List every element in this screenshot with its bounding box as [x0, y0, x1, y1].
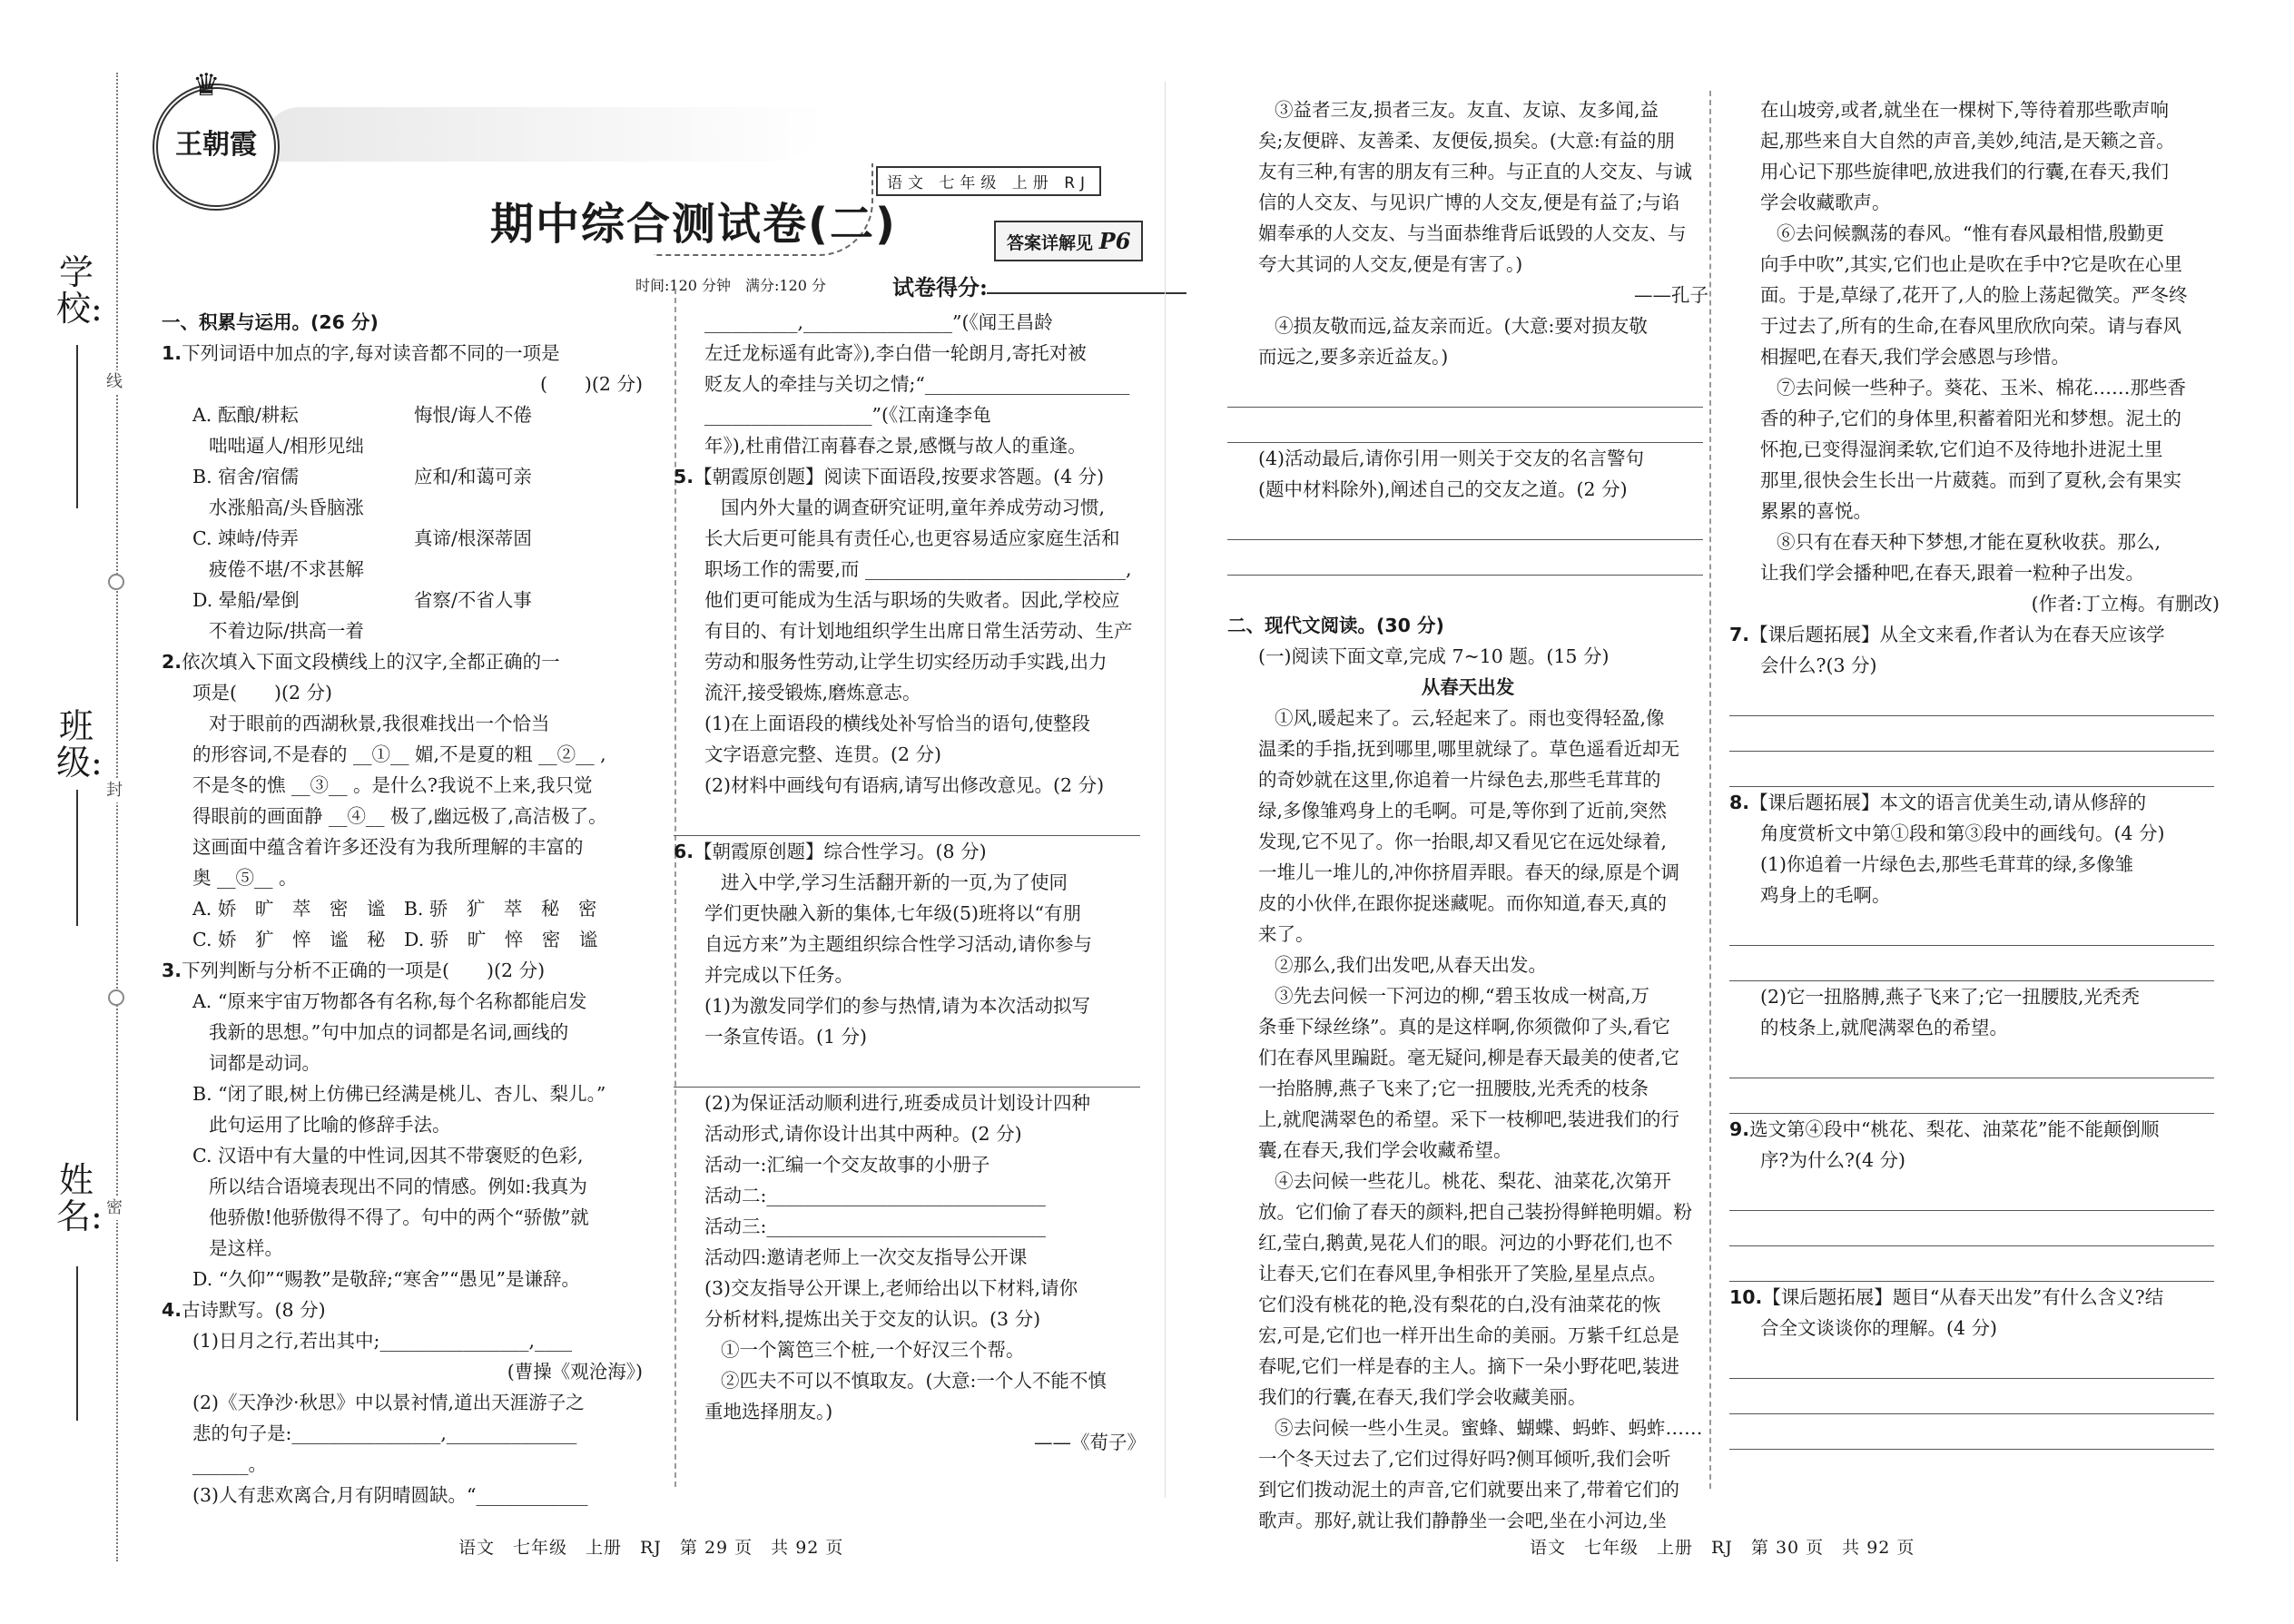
- binding-word-seal: 封: [103, 779, 126, 802]
- text-line: 来了。: [1258, 923, 1314, 945]
- answer-reference: [994, 221, 1143, 261]
- text-line: 他们更可能成为生活与职场的失败者。因此,学校应: [704, 589, 1120, 611]
- text-line: 文字语意完整、连贯。(2 分): [704, 743, 942, 765]
- question-stem: [162, 1294, 643, 1325]
- text-line: ⑧只有在春天种下梦想,才能在夏秋收获。那么,: [1777, 531, 2161, 553]
- page-title: 期中综合测试卷(二): [490, 199, 897, 250]
- score-label: 试卷得分:: [892, 274, 988, 300]
- text-line: 矣;友便辟、友善柔、友便佞,损矣。(大意:有益的朋: [1258, 130, 1675, 152]
- text-line: 条垂下绿丝绦”。真的是这样啊,你须微仰了头,看它: [1258, 1016, 1671, 1038]
- option-text: D. 晕船/晕倒: [192, 589, 300, 611]
- text-line: 咄咄逼人/相形见绌: [209, 435, 364, 457]
- text-line: 信的人交友、与见识广博的人交友,便是有益了;与谄: [1258, 192, 1680, 213]
- text-line: 活动一:汇编一个交友故事的小册子: [704, 1154, 990, 1176]
- text-line: 它们没有桃花的艳,没有梨花的白,没有油菜花的恢: [1258, 1294, 1661, 1315]
- answer-line[interactable]: [1729, 1343, 2214, 1379]
- text-line: 水涨船高/头昏脑涨: [209, 497, 364, 518]
- text-line: 怀抱,已变得湿润柔软,它们迫不及待地扑进泥土里: [1760, 438, 2163, 460]
- text-line: (2)材料中画线句有语病,请写出修改意见。(2 分): [704, 774, 1105, 796]
- text-line: B. “闭了眼,树上仿佛已经满是桃儿、杏儿、梨儿。”: [192, 1083, 606, 1105]
- text-line: 媚奉承的人交友、与当面恭维背后诋毁的人交友、与: [1258, 222, 1687, 244]
- answer-label: 答案详解见: [1007, 233, 1094, 253]
- question-number: 4.: [162, 1299, 182, 1321]
- question-text: 下列词语中加点的字,每对读音都不同的一项是: [182, 342, 560, 364]
- text-line: 那里,很快会生长出一片葳蕤。而到了夏秋,会有果实: [1760, 469, 2182, 491]
- text-line: 相握吧,在春天,我们学会感恩与珍惜。: [1760, 346, 2071, 368]
- text-line: (作者:丁立梅。有删改): [2031, 593, 2220, 615]
- text-line: __________,________________”(《闻王昌龄: [704, 311, 1053, 333]
- article-title: 从春天出发: [1421, 676, 1515, 698]
- text-line: 词都是动词。: [209, 1052, 320, 1074]
- school-field[interactable]: [76, 345, 78, 508]
- option-text: C. 竦峙/侍弄: [192, 527, 299, 549]
- text-line: 奥 __⑤__ 。: [192, 867, 298, 889]
- text-line: 学会收藏歌声。: [1760, 192, 1891, 213]
- text-line: 于过去了,所有的生命,在春风里欣欣向荣。请与春风: [1760, 315, 2182, 337]
- answer-line[interactable]: [1729, 1246, 2214, 1282]
- text-line: (2)为保证活动顺利进行,班委成员计划设计四种: [704, 1092, 1091, 1114]
- text-line: (2)它一扭胳膊,燕子飞来了;它一扭腰肢,光秃秃: [1760, 986, 2140, 1008]
- text-line: 一堆儿一堆儿的,冲你挤眉弄眼。春天的绿,原是个调: [1258, 861, 1680, 883]
- text-line: (1)你追着一片绿色去,那些毛茸茸的绿,多像雏: [1760, 853, 2134, 875]
- text-line: 活动三:______________________________: [704, 1216, 1046, 1237]
- question-text: 【课后题拓展】本文的语言优美生动,请从修辞的: [1749, 792, 2147, 813]
- text-line: 此句运用了比喻的修辞手法。: [209, 1114, 451, 1136]
- question-text: 【课后题拓展】从全文来看,作者认为在春天应该学: [1749, 624, 2165, 645]
- text-line: (题中材料除外),阐述自己的交友之道。(2 分): [1258, 478, 1628, 500]
- spacer: [1227, 576, 1708, 610]
- logo-text: 王朝霞: [175, 129, 257, 161]
- text-line: 让春天,它们在春风里,争相张开了笑脸,星星点点。: [1258, 1263, 1668, 1284]
- text-line: ③益者三友,损者三友。友直、友谅、友多闻,益: [1275, 99, 1659, 121]
- text-line: ( )(2 分): [539, 373, 643, 395]
- option-text: B. 宿舍/宿儒: [192, 466, 300, 487]
- text-line: 红,莹白,鹅黄,晃花人们的眼。河边的小野花们,也不: [1258, 1232, 1673, 1254]
- text-line: 绿,多像雏鸡身上的毛啊。可是,等你到了近前,突然: [1258, 800, 1668, 822]
- text-line: 用心记下那些旋律吧,放进我们的行囊,在春天,我们: [1760, 161, 2170, 182]
- question-stem: [1729, 1282, 2220, 1313]
- binding-dotted-line: [116, 73, 118, 1561]
- question-text: 古诗默写。(8 分): [182, 1299, 326, 1321]
- text-line: 长大后更可能具有责任心,也更容易适应家庭生活和: [704, 527, 1120, 549]
- question-text: 选文第④段中“桃花、梨花、油菜花”能不能颠倒顺: [1749, 1118, 2160, 1140]
- answer-line[interactable]: [1729, 946, 2214, 981]
- question-stem: [1729, 619, 2220, 650]
- text-line: 对于眼前的西湖秋景,我很难找出一个恰当: [209, 713, 550, 734]
- answer-line[interactable]: [1227, 372, 1703, 408]
- question-number: 10.: [1729, 1286, 1763, 1308]
- text-line: 这画面中蕴含着许多还没有为我所理解的丰富的: [192, 836, 584, 858]
- question-stem: [674, 461, 1146, 492]
- text-line: 的枝条上,就爬满翠色的希望。: [1760, 1017, 2009, 1038]
- text-line: 夸大其词的人交友,便是有害了。): [1258, 253, 1523, 275]
- text-line: D. “久仰”“赐教”是敬辞;“寒舍”“愚见”是谦辞。: [192, 1268, 580, 1290]
- option-text: 悔恨/诲人不倦: [414, 404, 532, 426]
- question-number: 9.: [1729, 1118, 1750, 1140]
- option-row: [162, 461, 643, 492]
- text-line: 一个冬天过去了,它们过得好吗?侧耳倾听,我们会听: [1258, 1448, 1671, 1470]
- text-line: (1)在上面语段的横线处补写恰当的语句,使整段: [704, 713, 1091, 734]
- text-line: 疲倦不堪/不求甚解: [209, 558, 364, 580]
- time-score-info: 时间:120 分钟 满分:120 分: [635, 277, 827, 294]
- section-heading: 二、现代文阅读。(30 分): [1227, 615, 1444, 636]
- text-line: (1)为激发同学们的参与热情,请为本次活动拟写: [704, 995, 1091, 1017]
- answer-page: P6: [1098, 228, 1131, 254]
- footer-right: 语文 七年级 上册 RJ 第 30 页 共 92 页: [1530, 1538, 1915, 1558]
- subject-grade-tag: 语文 七年级 上册 RJ: [876, 166, 1101, 196]
- section-heading: 一、积累与运用。(26 分): [162, 311, 379, 333]
- text-line: 合全文谈谈你的理解。(4 分): [1760, 1317, 1998, 1339]
- question-text: 依次填入下面文段横线上的汉字,全都正确的一: [182, 651, 560, 673]
- text-line: 得眼前的画面静 __④__ 极了,幽远极了,高洁极了。: [192, 805, 607, 827]
- answer-line[interactable]: [1729, 1176, 2214, 1211]
- question-stem: [674, 836, 1146, 867]
- option-row: [162, 399, 643, 430]
- answer-line[interactable]: [1227, 505, 1703, 540]
- text-line: 而远之,要多亲近益友。): [1258, 346, 1449, 368]
- question-text: 下列判断与分析不正确的一项是( )(2 分): [182, 960, 546, 981]
- question-number: 7.: [1729, 624, 1750, 645]
- text-line: 我们的行囊,在春天,我们学会收藏美丽。: [1258, 1386, 1587, 1408]
- text-line: 贬友人的牵挂与关切之情;“______________________: [704, 373, 1130, 395]
- question-number: 5.: [674, 466, 694, 487]
- text-line: 上,就爬满翠色的希望。采下一枝柳吧,装进我们的行: [1258, 1108, 1680, 1130]
- crown-icon: ♛: [192, 67, 221, 103]
- text-line: C. 汉语中有大量的中性词,因其不带褒贬的色彩,: [192, 1145, 584, 1166]
- text-line: (4)活动最后,请你引用一则关于交友的名言警句: [1258, 448, 1645, 469]
- text-line: (3)人有悲欢离合,月有阴晴圆缺。“____________: [192, 1484, 588, 1506]
- text-line: 让我们学会播种吧,在春天,跟着一粒种子出发。: [1760, 562, 2145, 584]
- text-line: 有目的、有计划地组织学生出席日常生活劳动、生产: [704, 620, 1133, 642]
- footer-left: 语文 七年级 上册 RJ 第 29 页 共 92 页: [458, 1538, 844, 1558]
- text-line: ④损友敬而远,益友亲而近。(大意:要对损友敬: [1275, 315, 1648, 337]
- text-line: ①一个篱笆三个桩,一个好汉三个帮。: [721, 1339, 1025, 1361]
- answer-line[interactable]: [1729, 752, 2214, 787]
- text-line: 活动形式,请你设计出其中两种。(2 分): [704, 1123, 1022, 1145]
- answer-line[interactable]: [1729, 910, 2214, 946]
- question-stem: [1729, 1114, 2220, 1145]
- text-line: ⑦去问候一些种子。葵花、玉米、棉花……那些香: [1777, 377, 2186, 399]
- text-line: ——《荀子》: [1034, 1432, 1146, 1453]
- text-line: 劳动和服务性劳动,让学生切实经历动手实践,出力: [704, 651, 1108, 673]
- question-text: 【课后题拓展】题目“从春天出发”有什么含义?结: [1762, 1286, 2164, 1308]
- binding-hole-icon: [108, 989, 124, 1006]
- option-row: [162, 585, 643, 615]
- school-label: 学校:: [56, 252, 103, 329]
- column-divider: [1709, 91, 1711, 1489]
- text-line: 春呢,它们一样是春的主人。摘下一朵小野花吧,装进: [1258, 1355, 1680, 1377]
- text-line: 我新的思想。”句中加点的词都是名词,画线的: [209, 1021, 569, 1043]
- text-line: ②那么,我们出发吧,从春天出发。: [1275, 954, 1548, 976]
- question-stem: [162, 338, 643, 369]
- text-line: (一)阅读下面文章,完成 7~10 题。(15 分): [1258, 645, 1610, 667]
- text-line: ——孔子: [1634, 284, 1708, 306]
- score-field[interactable]: [987, 292, 1186, 294]
- text-line: ⑥去问候飘荡的春风。“惟有春风最相惜,殷勤更: [1777, 222, 2164, 244]
- text-line: 鸡身上的毛啊。: [1760, 884, 1891, 906]
- question-number: 6.: [674, 841, 694, 862]
- text-line: 悲的句子是:________________,______________: [192, 1422, 577, 1444]
- text-line: 年》),杜甫借江南暮春之景,感慨与故人的重逢。: [704, 435, 1087, 457]
- name-field[interactable]: [76, 1266, 78, 1421]
- answer-line[interactable]: [1729, 1379, 2214, 1414]
- question-text: 【朝霞原创题】综合性学习。(8 分): [694, 841, 987, 862]
- question-number: 1.: [162, 342, 182, 364]
- text-line: (3)交友指导公开课上,老师给出以下材料,请你: [704, 1277, 1078, 1299]
- text-line: A. 娇 旷 萃 密 谧 B. 骄 犷 萃 秘 密: [192, 898, 597, 920]
- text-line: 国内外大量的调查研究证明,童年养成劳动习惯,: [721, 497, 1106, 518]
- text-line: 的奇妙就在这里,你追着一片绿色去,那些毛茸茸的: [1258, 769, 1661, 791]
- answer-line[interactable]: [1729, 716, 2214, 752]
- question-number: 8.: [1729, 792, 1750, 813]
- text-line: ④去问候一些花儿。桃花、梨花、油菜花,次第开: [1275, 1170, 1672, 1192]
- text-line: 并完成以下任务。: [704, 964, 853, 986]
- text-line: 是这样。: [209, 1237, 283, 1259]
- option-text: 省察/不省人事: [414, 589, 532, 611]
- binding-word-line: 线: [103, 370, 126, 394]
- answer-line[interactable]: [1729, 1043, 2214, 1078]
- answer-line[interactable]: [1729, 1078, 2214, 1114]
- text-line: 自远方来”为主题组织综合性学习活动,请你参与: [704, 933, 1092, 955]
- page-divider: [1165, 82, 1166, 1498]
- text-line: 项是( )(2 分): [192, 682, 333, 704]
- text-line: ③先去问候一下河边的柳,“碧玉妆成一树高,万: [1275, 985, 1650, 1007]
- text-line: 宏,可是,它们也一样开出生命的美丽。万紫千红总是: [1258, 1324, 1680, 1346]
- text-line: 发现,它不见了。你一抬眼,却又看见它在远处绿着,: [1258, 831, 1668, 852]
- text-line: 面。于是,草绿了,花开了,人的脸上荡起微笑。严冬终: [1760, 284, 2188, 306]
- question-stem: [1729, 787, 2220, 818]
- column-2: [674, 307, 1146, 1458]
- text-line: ⑤去问候一些小生灵。蜜蜂、蝴蝶、蚂蚱、蚂蚱……: [1275, 1417, 1703, 1439]
- column-3: [1227, 94, 1708, 1536]
- column-4: [1729, 94, 2220, 1450]
- text-line: (1)日月之行,若出其中;________________,____: [192, 1330, 572, 1352]
- question-stem: [162, 646, 643, 677]
- text-line: 皮的小伙伴,在跟你捉迷藏呢。而你知道,春天,真的: [1258, 892, 1668, 914]
- text-line: 囊,在春天,我们学会收藏希望。: [1258, 1139, 1512, 1161]
- class-field[interactable]: [76, 790, 78, 926]
- text-line: A. “原来宇宙万物都各有名称,每个名称都能启发: [192, 990, 587, 1012]
- column-1: [162, 307, 643, 1511]
- text-line: ①风,暖起来了。云,轻起来了。雨也变得轻盈,像: [1275, 707, 1665, 729]
- text-line: 一条宣传语。(1 分): [704, 1026, 868, 1048]
- text-line: (曹操《观沧海》): [507, 1361, 643, 1383]
- option-text: A. 酝酿/耕耘: [192, 404, 299, 426]
- text-line: 不着边际/拱高一着: [209, 620, 364, 642]
- answer-line[interactable]: [1227, 408, 1703, 443]
- text-line: 不是冬的憔 __③__ 。是什么?我说不上来,我只觉: [192, 774, 593, 796]
- option-row: [162, 523, 643, 554]
- text-line: 到它们拨动泥土的声音,它们就要出来了,带着它们的: [1258, 1479, 1680, 1501]
- text-line: 角度赏析文中第①段和第③段中的画线句。(4 分): [1760, 822, 2165, 844]
- question-stem: [162, 955, 643, 986]
- brand-logo: [153, 67, 280, 211]
- text-line: 左迁龙标遥有此寄》),李白借一轮朗月,寄托对被: [704, 342, 1087, 364]
- text-line: 歌声。那好,就让我们静静坐一会吧,坐在小河边,坐: [1258, 1510, 1668, 1531]
- text-line: 们在春风里蹁跹。毫无疑问,柳是春天最美的使者,它: [1258, 1047, 1680, 1068]
- question-text: 【朝霞原创题】阅读下面语段,按要求答题。(4 分): [694, 466, 1105, 487]
- answer-line[interactable]: [674, 801, 1140, 836]
- option-text: 真谛/根深蒂固: [414, 527, 532, 549]
- option-text: 应和/和蔼可亲: [414, 466, 532, 487]
- text-line: ______。: [192, 1453, 267, 1475]
- binding-hole-icon: [108, 574, 124, 590]
- text-line: 放。它们偷了春天的颜料,把自己装扮得鲜艳明媚。粉: [1258, 1201, 1693, 1223]
- answer-line[interactable]: [1729, 681, 2214, 716]
- text-line: 会什么?(3 分): [1760, 655, 1877, 676]
- text-line: 活动二:______________________________: [704, 1185, 1046, 1206]
- text-line: 向手中吹”,其实,它们也止是吹在手中?它是吹在心里: [1760, 253, 2183, 275]
- text-line: 一抬胳膊,燕子飞来了;它一扭腰肢,光秃秃的枝条: [1258, 1078, 1649, 1099]
- text-line: 香的种子,它们的身体里,积蓄着阳光和梦想。泥土的: [1760, 408, 2182, 429]
- answer-line[interactable]: [1729, 1414, 2214, 1450]
- answer-line[interactable]: [1227, 540, 1703, 576]
- text-line: (2)《天净沙·秋思》中以景衬情,道出天涯游子之: [192, 1392, 585, 1413]
- question-number: 3.: [162, 960, 182, 981]
- text-line: 起,那些来自大自然的声音,美妙,纯洁,是天籁之音。: [1760, 130, 2175, 152]
- text-line: 的形容词,不是春的 __①__ 媚,不是夏的粗 __②__ ,: [192, 743, 606, 765]
- text-line: 重地选择朋友。): [704, 1401, 833, 1422]
- text-line: 学们更快融入新的集体,七年级(5)班将以“有朋: [704, 902, 1082, 924]
- text-line: 分析材料,提炼出关于交友的认识。(3 分): [704, 1308, 1041, 1330]
- text-line: C. 娇 犷 悴 谧 秘 D. 骄 旷 悴 密 谧: [192, 929, 598, 950]
- decorative-swoosh: [263, 107, 826, 162]
- question-number: 2.: [162, 651, 182, 673]
- text-line: 友有三种,有害的朋友有三种。与正直的人交友、与诚: [1258, 161, 1693, 182]
- class-label: 班级:: [56, 706, 103, 782]
- binding-word-secret: 密: [103, 1196, 126, 1220]
- text-line: 累累的喜悦。: [1760, 500, 1872, 522]
- text-line: 温柔的手指,抚到哪里,哪里就绿了。草色遥看近却无: [1258, 738, 1680, 760]
- text-line: 职场工作的需要,而 ____________________________,: [704, 558, 1132, 580]
- text-line: 活动四:邀请老师上一次交友指导公开课: [704, 1246, 1028, 1268]
- name-label: 姓名:: [56, 1160, 103, 1236]
- answer-line[interactable]: [1729, 1211, 2214, 1246]
- text-line: 进入中学,学习生活翻开新的一页,为了使同: [721, 871, 1068, 893]
- text-line: __________________”(《江南逢李龟: [704, 404, 991, 426]
- text-line: ②匹夫不可以不慎取友。(大意:一个人不能不慎: [721, 1370, 1107, 1392]
- text-line: 所以结合语境表现出不同的情感。例如:我真为: [209, 1176, 587, 1197]
- text-line: 序?为什么?(4 分): [1760, 1149, 1906, 1171]
- answer-line[interactable]: [674, 1052, 1140, 1088]
- text-line: 流汗,接受锻炼,磨炼意志。: [704, 682, 921, 704]
- text-line: 在山坡旁,或者,就坐在一棵树下,等待着那些歌声响: [1760, 99, 2170, 121]
- text-line: 他骄傲!他骄傲得不得了。句中的两个“骄傲”就: [209, 1206, 589, 1228]
